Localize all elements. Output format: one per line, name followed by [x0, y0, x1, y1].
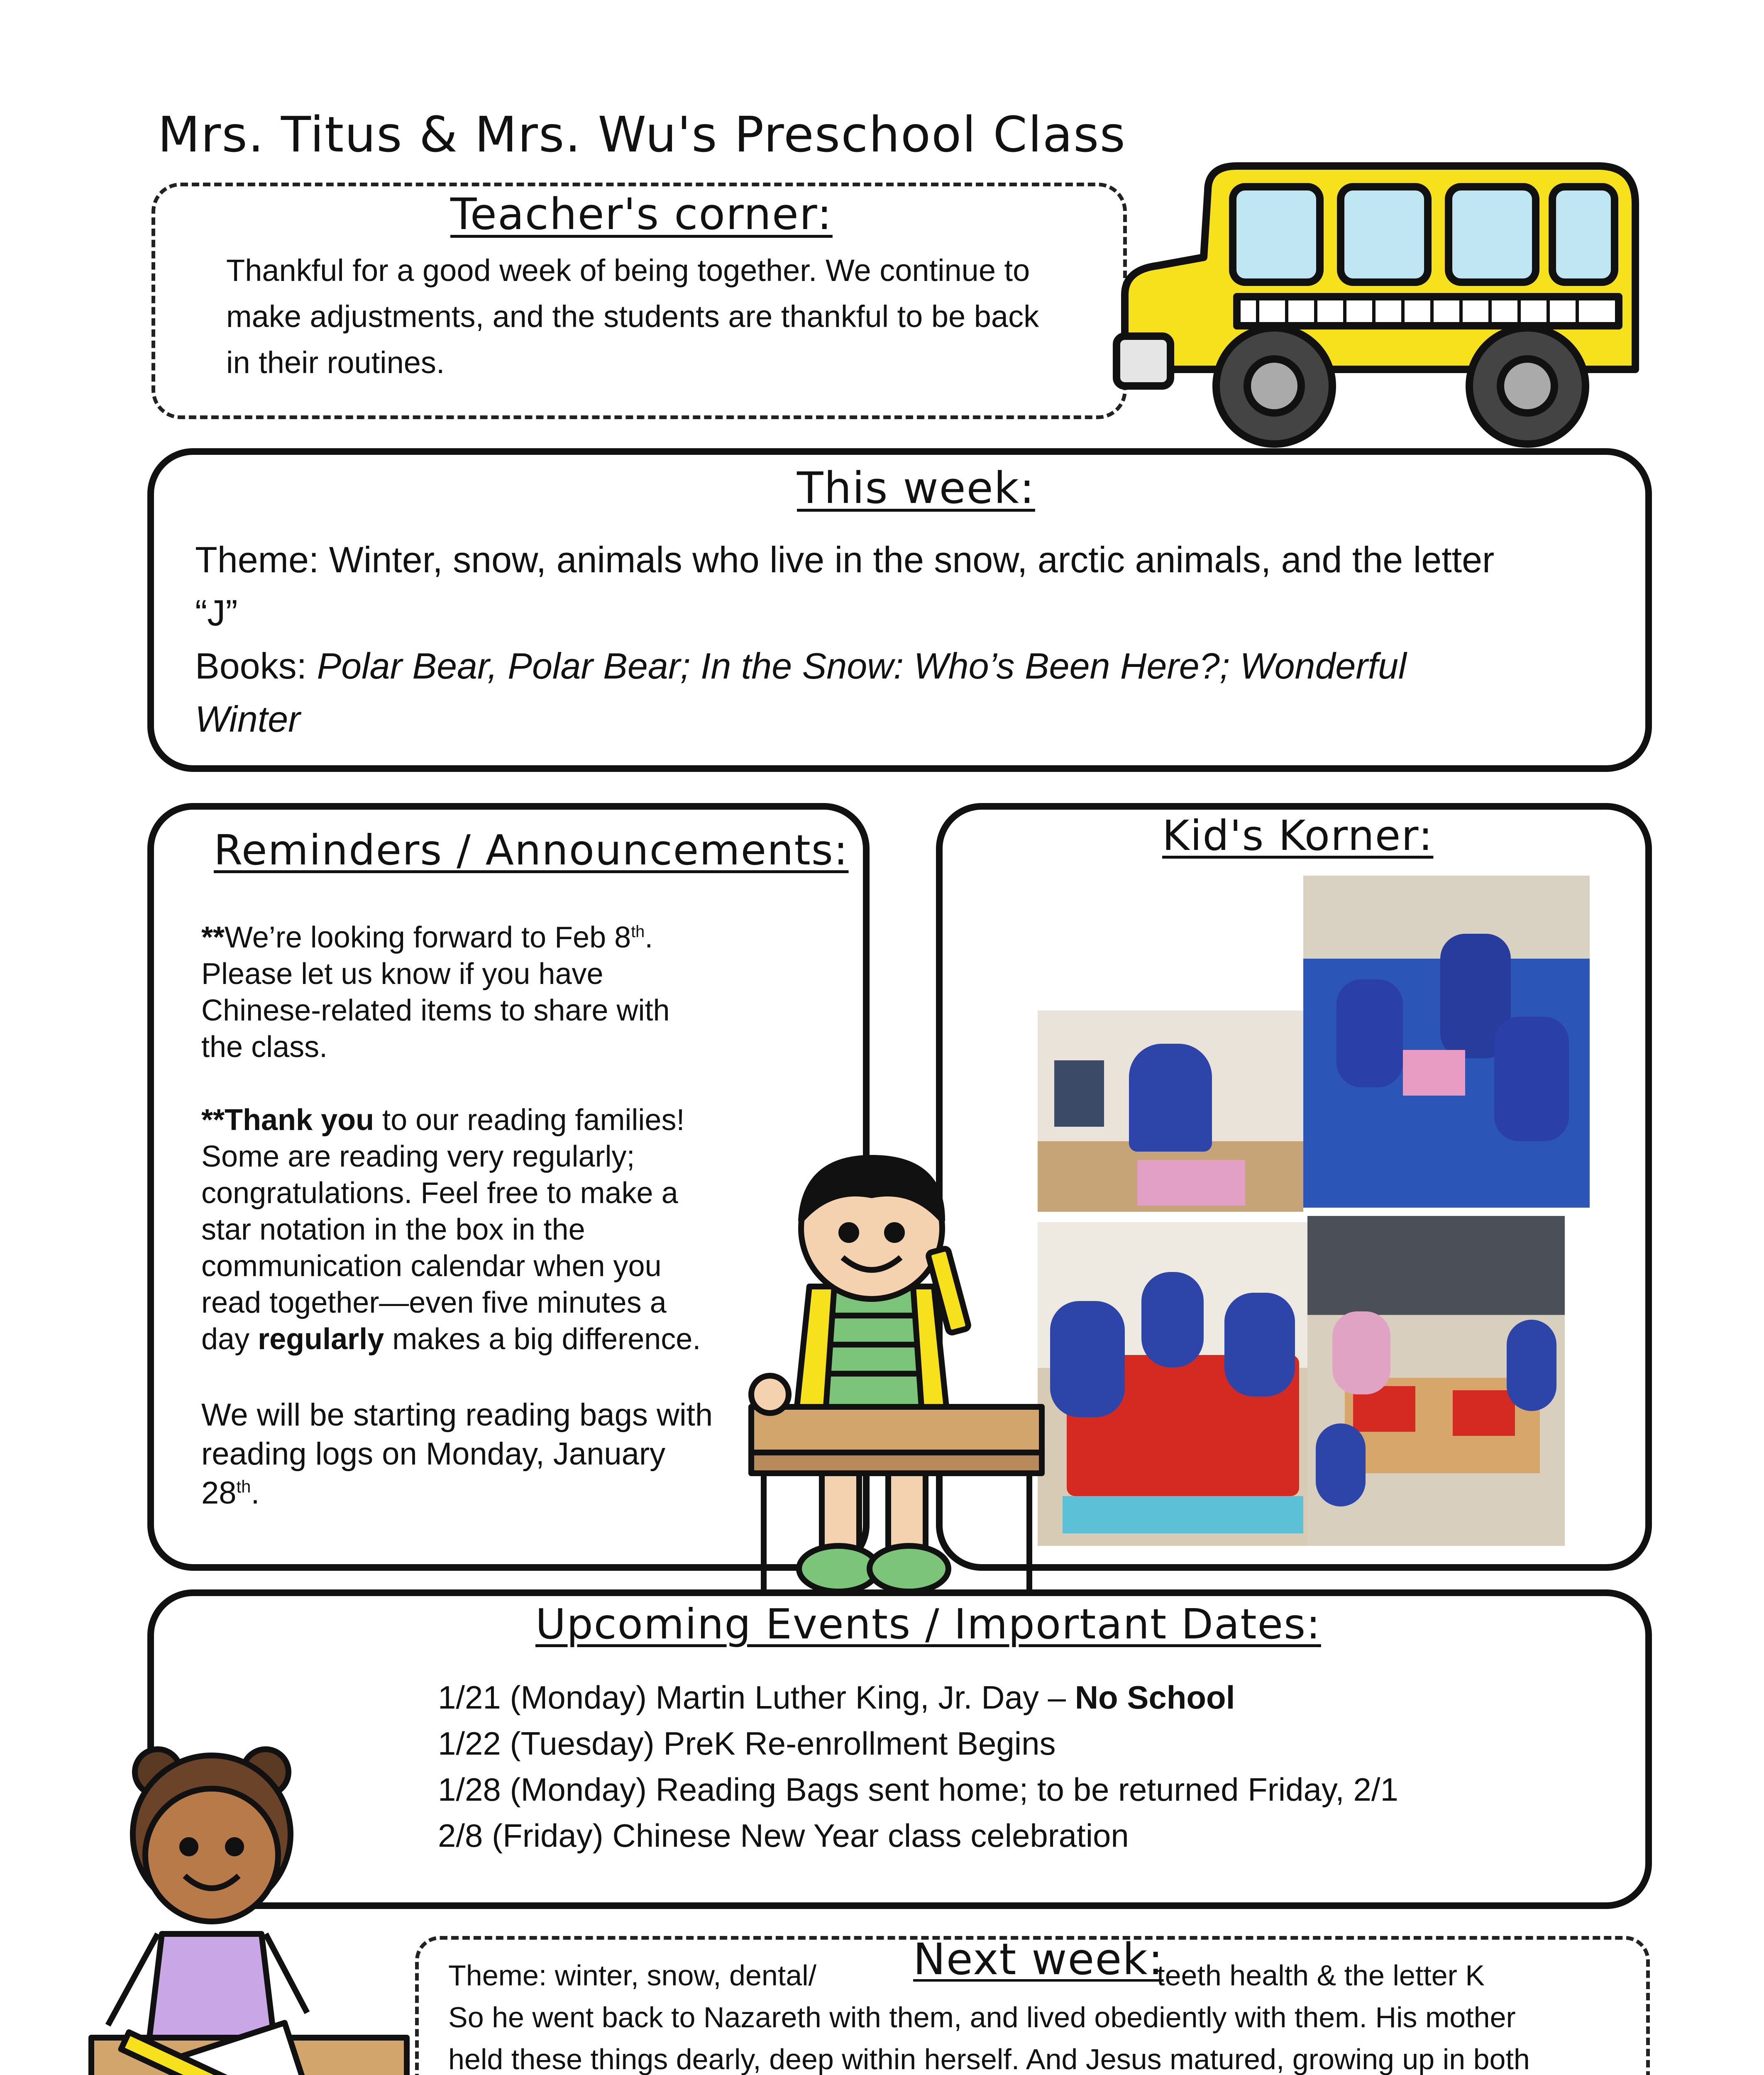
next-week-theme-a: Theme: winter, snow, dental/: [448, 1959, 817, 1992]
reminders-text: [201, 919, 766, 1513]
reminder-line: [201, 1102, 766, 1138]
reminder-line: [201, 1321, 766, 1357]
reminder-sup: th: [236, 1477, 251, 1496]
event-bold: No School: [1075, 1679, 1235, 1716]
next-week-text: [448, 1955, 1530, 2075]
teachers-corner-text: [226, 247, 1039, 386]
reminder-bold: regularly: [258, 1323, 384, 1356]
event-item: 1/22 (Tuesday) PreK Re-enrollment Begins: [438, 1725, 1056, 1762]
reminder-line: Chinese-related items to share with: [201, 994, 670, 1027]
reminders-heading: Reminders / Announcements:: [214, 826, 849, 874]
next-week-theme-b: teeth health & the letter K: [1157, 1959, 1485, 1992]
boy-at-desk-illustration: [739, 1150, 1054, 1614]
reminder-line: star notation in the box in the: [201, 1213, 585, 1246]
reminder-line: read together—even five minutes a: [201, 1286, 667, 1319]
classroom-photo-2: [1038, 1011, 1303, 1212]
reminder-line: Some are reading very regularly;: [201, 1140, 635, 1173]
reminder-stars: **: [201, 921, 225, 954]
reminder-line: Please let us know if you have: [201, 957, 603, 991]
reminder-paragraph: [201, 1396, 766, 1513]
teachers-corner-line: Thankful for a good week of being together. We continue to: [226, 253, 1030, 288]
reminder-text: makes a big difference.: [384, 1323, 701, 1356]
verse-line: held these things dearly, deep within herself. And Jesus matured, growing up in both: [448, 2043, 1530, 2075]
books-label: Books:: [195, 645, 307, 686]
reminder-line: the class.: [201, 1030, 328, 1064]
reminder-line: We will be starting reading bags with: [201, 1397, 713, 1433]
reminder-text: day: [201, 1323, 258, 1356]
verse-line: So he went back to Nazareth with them, and lived obediently with them. His mother: [448, 2001, 1516, 2034]
classroom-photo-1: [1303, 876, 1590, 1208]
teachers-corner-line: make adjustments, and the students are thankful to be back: [226, 299, 1039, 334]
reminder-paragraph: [201, 1102, 766, 1357]
reminder-line: congratulations. Feel free to make a: [201, 1177, 678, 1210]
next-week-heading: Next week:: [913, 1934, 1164, 1985]
reminder-line: reading logs on Monday, January: [201, 1436, 666, 1472]
upcoming-events-heading: Upcoming Events / Important Dates:: [535, 1600, 1321, 1648]
theme-line-2: “J”: [195, 592, 238, 633]
teachers-corner-heading: Teacher's corner:: [450, 189, 833, 239]
reminder-text: .: [251, 1475, 260, 1511]
reminder-sup: th: [631, 923, 645, 941]
books-line-2: Winter: [195, 698, 301, 740]
this-week-heading: This week:: [797, 463, 1035, 513]
this-week-content: [195, 533, 1648, 746]
girl-writing-illustration: [83, 1739, 423, 2075]
theme-label: Theme:: [195, 539, 319, 580]
reminder-text: to our reading families!: [374, 1103, 685, 1137]
reminder-line: communication calendar when you: [201, 1250, 662, 1283]
reminder-bold: **Thank you: [201, 1103, 374, 1137]
books-line: [195, 640, 1648, 693]
event-item: 1/28 (Monday) Reading Bags sent home; to be returned Friday, 2/1: [438, 1771, 1398, 1808]
next-week-theme: [448, 1955, 1530, 1997]
page-title: Mrs. Titus & Mrs. Wu's Preschool Class: [158, 106, 1126, 163]
reminder-text: We’re looking forward to Feb 8: [225, 921, 631, 954]
teachers-corner-line: in their routines.: [226, 345, 445, 380]
books-titles: Polar Bear, Polar Bear; In the Snow: Who’s Been Here?; Wonderful: [317, 645, 1407, 686]
upcoming-events-list: [438, 1675, 1398, 1859]
event-item: 2/8 (Friday) Chinese New Year class celebration: [438, 1817, 1129, 1854]
theme-line: [195, 533, 1648, 586]
reminder-text: .: [645, 921, 653, 954]
school-bus-illustration: [1100, 154, 1652, 461]
theme-text: Winter, snow, animals who live in the snow, arctic animals, and the letter: [329, 539, 1495, 580]
classroom-photo-3: [1038, 1222, 1307, 1546]
reminder-line: [201, 919, 766, 956]
reminder-line: [201, 1474, 766, 1513]
event-text: 1/21 (Monday) Martin Luther King, Jr. Day –: [438, 1679, 1075, 1716]
event-item: [438, 1675, 1398, 1721]
kids-korner-heading: Kid's Korner:: [1162, 811, 1434, 860]
reminder-paragraph: [201, 919, 766, 1065]
classroom-photo-4: [1307, 1216, 1565, 1546]
reminder-text: 28: [201, 1475, 237, 1511]
